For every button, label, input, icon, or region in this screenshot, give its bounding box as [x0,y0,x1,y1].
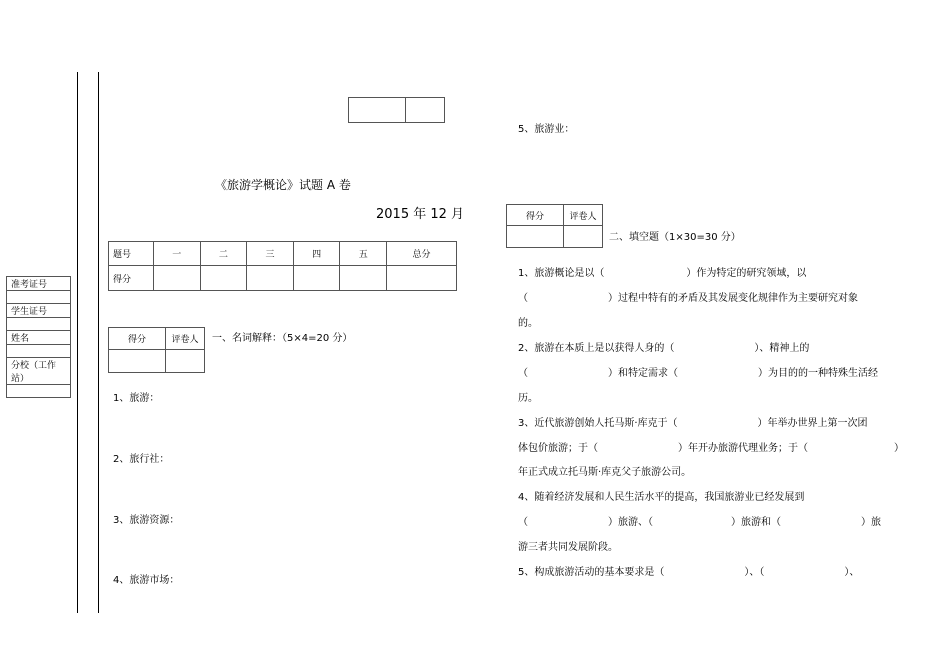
score-cell[interactable] [200,266,247,291]
student-id-field[interactable] [7,318,71,331]
exam-title: 《旅游学概论》试题 A 卷 [215,178,351,192]
question-1-line-1: 1、旅游概论是以（ ）作为特定的研究领域，以 [518,268,807,279]
question-5-line-1: 5、构成旅游活动的基本要求是（ ）、（ ）、 [518,567,860,578]
term-tourism-resources: 3、旅游资源： [113,515,180,526]
question-3-line-2: 体包价旅游；于（ ）年开办旅游代理业务；于（ ） [518,443,904,454]
question-1-line-2: （ ）过程中特有的矛盾及其发展变化规律作为主要研究对象 [518,293,858,304]
term-tourism: 1、旅游： [113,393,160,404]
section2-grader-box [506,204,603,248]
score-cell[interactable] [247,266,294,291]
score-cell[interactable] [340,266,387,291]
question-2-line-2: （ ）和特定需求（ ）为目的的一种特殊生活经 [518,368,878,379]
score-row-label: 得分 [109,266,154,291]
score-table-header: 五 [340,242,387,266]
question-2-line-3: 历。 [518,393,538,404]
score-cell[interactable] [154,266,201,291]
grader-score-label: 得分 [109,328,166,350]
student-id-label: 学生证号 [7,304,71,318]
score-table-header: 题号 [109,242,154,266]
grader-score-label: 得分 [507,205,564,226]
section1-grader-box [108,327,205,373]
term-travel-agency: 2、旅行社： [113,454,170,465]
score-cell[interactable] [387,266,457,291]
top-code-box [348,97,445,123]
question-4-line-2: （ ）旅游、（ ）旅游和（ ）旅 [518,517,881,528]
grader-name-field[interactable] [564,226,603,248]
name-label: 姓名 [7,331,71,345]
binding-line-right [98,72,99,613]
question-3-line-3: 年正式成立托马斯·库克父子旅游公司。 [518,467,692,478]
binding-line-left [77,72,78,613]
question-4-line-1: 4、随着经济发展和人民生活水平的提高，我国旅游业已经发展到 [518,492,805,503]
branch-field[interactable] [7,385,71,398]
grader-name-field[interactable] [166,350,205,373]
section1-title: 一、名词解释：（5×4=20 分） [212,333,353,344]
question-1-line-3: 的。 [518,318,538,329]
grader-score-field[interactable] [109,350,166,373]
term-tourism-market: 4、旅游市场： [113,575,180,586]
question-3-line-1: 3、近代旅游创始人托马斯·库克于（ ）年举办世界上第一次团 [518,418,868,429]
score-table [108,241,457,291]
score-table-header: 二 [200,242,247,266]
exam-number-label: 准考证号 [7,277,71,291]
question-4-line-3: 游三者共同发展阶段。 [518,542,618,553]
score-table-header: 总分 [387,242,457,266]
exam-number-field[interactable] [7,291,71,304]
score-table-header: 一 [154,242,201,266]
section2-title: 二、填空题（1×30=30 分） [609,232,741,243]
exam-date: 2015 年 12 月 [376,207,465,222]
student-info-table [6,276,71,398]
term-tourism-industry: 5、旅游业： [518,124,575,135]
score-table-header: 三 [247,242,294,266]
name-field[interactable] [7,345,71,358]
score-cell[interactable] [293,266,340,291]
branch-label: 分校（工作站） [7,358,71,385]
grader-score-field[interactable] [507,226,564,248]
score-table-header: 四 [293,242,340,266]
question-2-line-1: 2、旅游在本质上是以获得人身的（ ）、精神上的 [518,343,810,354]
grader-name-label: 评卷人 [564,205,603,226]
grader-name-label: 评卷人 [166,328,205,350]
